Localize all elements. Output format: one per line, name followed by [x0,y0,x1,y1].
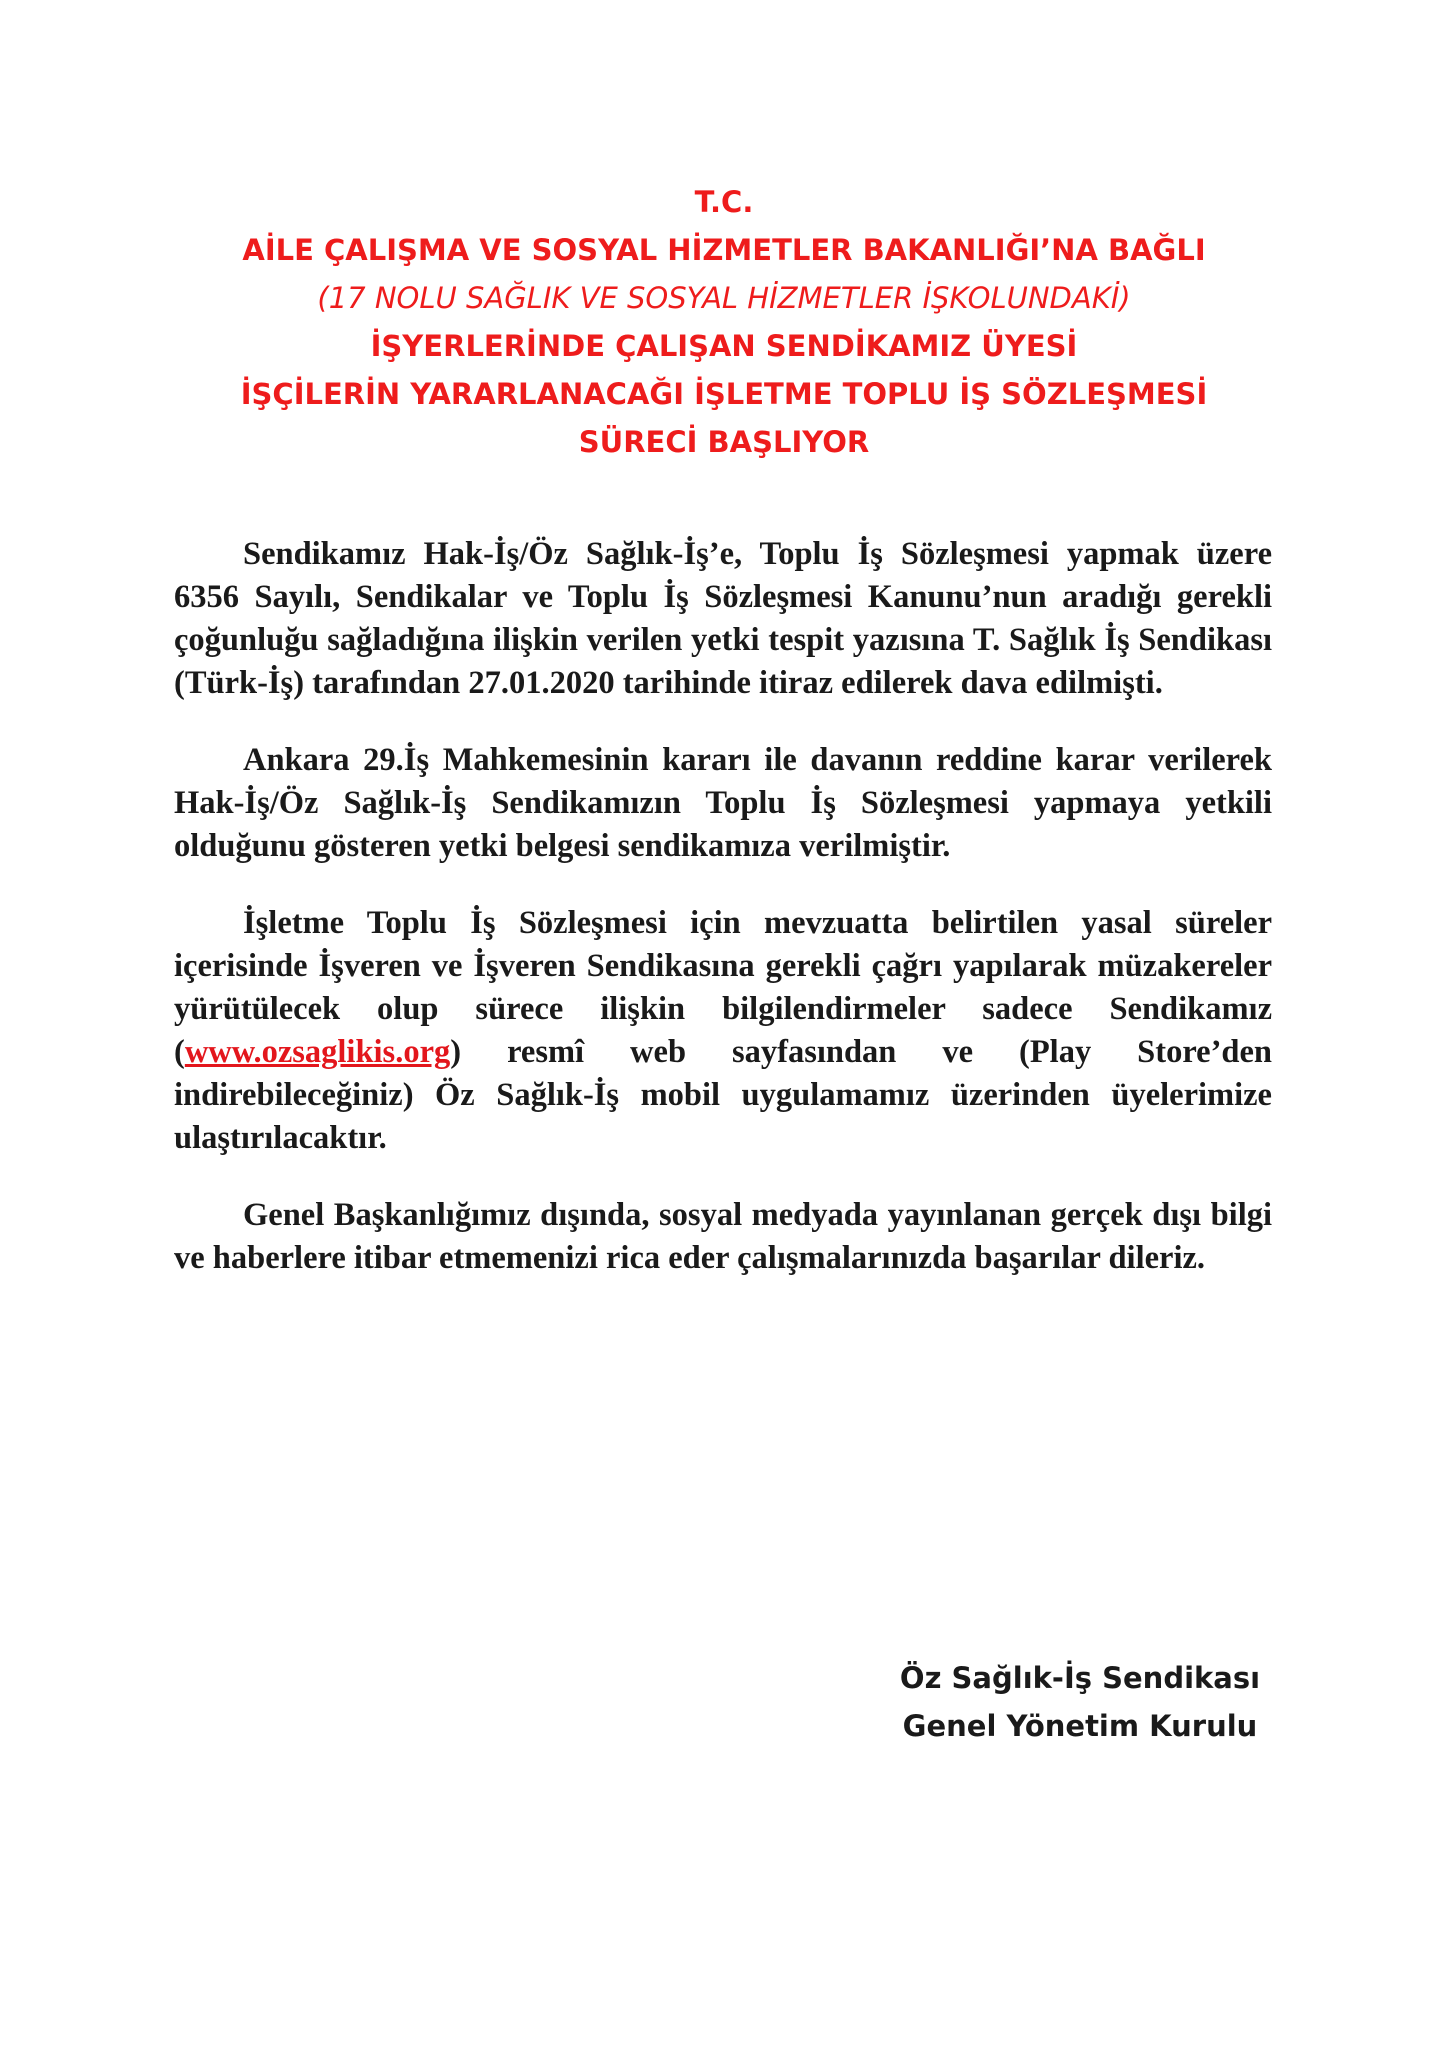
header-line-tc: T.C. [694,185,754,219]
signature-block [880,1654,1280,1750]
header-line-ministry: AİLE ÇALIŞMA VE SOSYAL HİZMETLER BAKANLIĞI’NA BAĞLI [242,233,1206,267]
signature-union-name: Öz Sağlık-İş Sendikası [899,1661,1261,1695]
website-link[interactable]: www.ozsaglikis.org [184,1034,451,1070]
header-line-agreement: İŞÇİLERİN YARARLANACAĞI İŞLETME TOPLU İŞ SÖZLEŞMESİ [240,377,1208,411]
paragraph-text-after-link: ) resmî web sayfasından ve (Play Store’den indirebileceğiniz) Öz Sağlık-İş mobil uygulamamız üzerinden üyelerimize ulaştırılacaktır. [174,1034,1272,1156]
paragraph-court-decision: Ankara 29.İş Mahkemesinin kararı ile davanın reddine karar verilerek Hak-İş/Öz Sağlık-İş Sendikamızın Toplu İş Sözleşmesi yapmaya yetkili olduğunu gösteren yetki belgesi sendikamıza verilmiştir. [174,742,1272,864]
header-line-process: SÜRECİ BAŞLIYOR [578,425,870,459]
document-body [174,533,1272,1314]
paragraph-objection: Sendikamız Hak-İş/Öz Sağlık-İş’e, Toplu İş Sözleşmesi yapmak üzere 6356 Sayılı, Sendikalar ve Toplu İş Sözleşmesi Kanunu’nun aradığı gerekli çoğunluğu sağladığına ilişkin verilen yetki tespit yazısına T. Sağlık İş Sendikası (Türk-İş) tarafından 27.01.2020 tarihinde itiraz edilerek dava edilmişti. [174,536,1272,701]
signature-board-name: Genel Yönetim Kurulu [902,1709,1258,1743]
paragraph-closing: Genel Başkanlığımız dışında, sosyal medyada yayınlanan gerçek dışı bilgi ve haberlere itibar etmemenizi rica eder çalışmalarınızda başarılar dileriz. [174,1197,1272,1276]
paragraph-negotiation-process [174,902,1272,1160]
header-line-sector: (17 NOLU SAĞLIK VE SOSYAL HİZMETLER İŞKOLUNDAKİ) [317,281,1131,315]
paragraph-text-before-link: İşletme Toplu İş Sözleşmesi için mevzuatta belirtilen yasal süreler içerisinde İşveren ve İşveren Sendikasına gerekli çağrı yapılarak müzakereler yürütülecek olup sürece ilişkin bilgilendirmeler sadece Sendikamız ( [174,905,1272,1070]
header-line-workplaces: İŞYERLERİNDE ÇALIŞAN SENDİKAMIZ ÜYESİ [370,329,1078,363]
document-header [0,178,1448,466]
